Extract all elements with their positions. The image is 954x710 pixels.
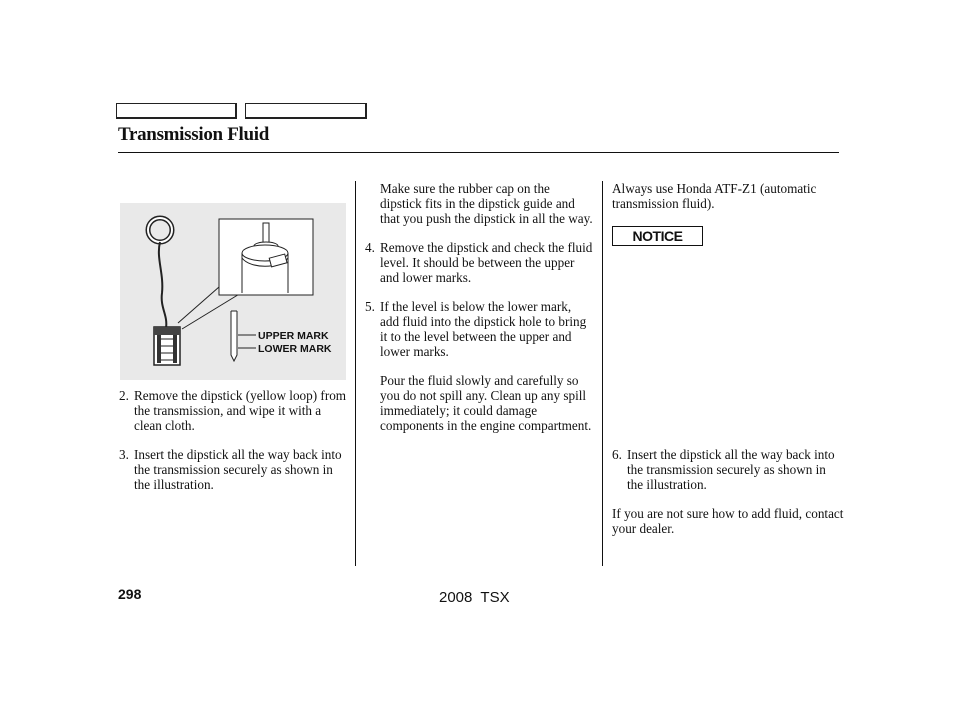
pour-note: Pour the fluid slowly and carefully so you do not spill any. Clean up any spill immediately; it could damage components in the engine compartment. (380, 373, 592, 433)
page-title: Transmission Fluid (118, 124, 270, 145)
header-tab-2 (245, 103, 367, 119)
title-rule (118, 152, 839, 153)
step-2 (119, 388, 349, 433)
column-3-lower (612, 447, 844, 536)
step-text: Insert the dipstick all the way back into the transmission securely as shown in the illustration. (134, 447, 342, 492)
dipstick-illustration (120, 203, 346, 380)
header-tab-1 (116, 103, 237, 119)
step-text: Insert the dipstick all the way back into the transmission securely as shown in the illustration. (627, 447, 835, 492)
column-1 (119, 388, 349, 492)
step-3 (119, 447, 349, 492)
column-2 (365, 181, 593, 433)
step-number: 4. (365, 240, 375, 255)
lower-mark-label: LOWER MARK (258, 343, 332, 355)
step-4 (365, 240, 593, 285)
column-3 (612, 181, 844, 211)
step-number: 3. (119, 447, 129, 462)
step-6 (612, 447, 844, 492)
fluid-type-note: Always use Honda ATF-Z1 (automatic transmission fluid). (612, 181, 817, 211)
footer-model: 2008 TSX (439, 589, 510, 606)
page-number: 298 (118, 586, 142, 602)
dealer-note: If you are not sure how to add fluid, contact your dealer. (612, 506, 844, 536)
step-number: 6. (612, 447, 622, 462)
step-text: Remove the dipstick (yellow loop) from the transmission, and wipe it with a clean cloth. (134, 388, 347, 433)
step-number: 5. (365, 299, 375, 314)
step-text: If the level is below the lower mark, add fluid into the dipstick hole to bring it to the level between the upper and lower marks. (380, 299, 587, 359)
step-text: Remove the dipstick and check the fluid level. It should be between the upper and lower marks. (380, 240, 593, 285)
dipstick-note: Make sure the rubber cap on the dipstick fits in the dipstick guide and that you push the dipstick in all the way. (380, 181, 593, 226)
column-divider-1 (355, 181, 356, 566)
column-divider-2 (602, 181, 603, 566)
upper-mark-label: UPPER MARK (258, 330, 329, 342)
step-5 (365, 299, 593, 359)
notice-box: NOTICE (612, 226, 703, 246)
step-number: 2. (119, 388, 129, 403)
